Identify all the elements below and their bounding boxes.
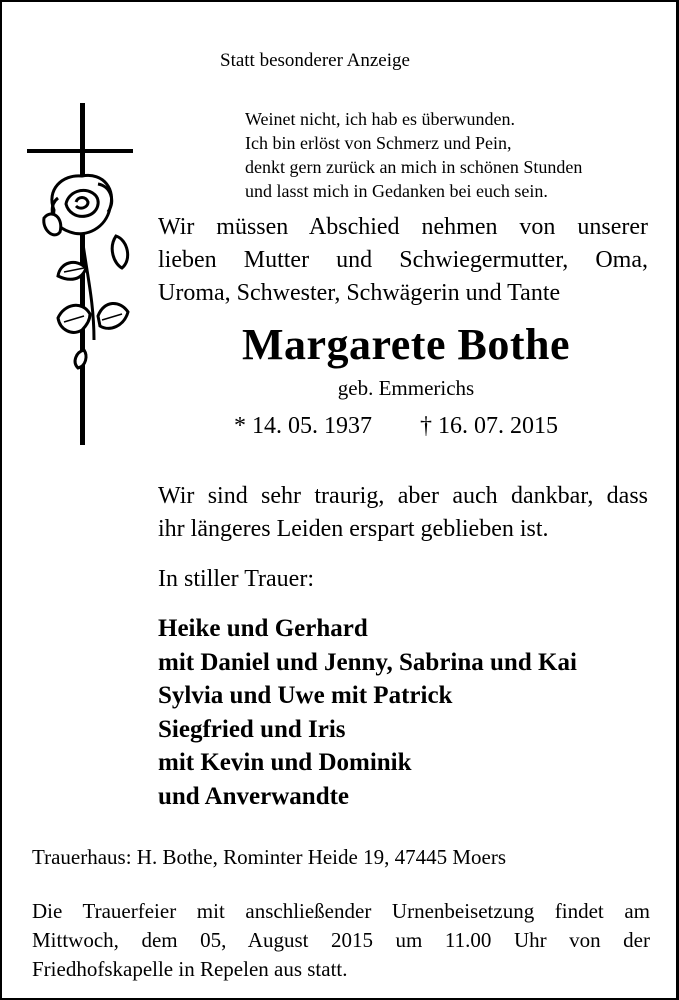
ceremony-line: Mittwoch, dem 05, August 2015 um 11.00 Uhr von der <box>32 928 650 952</box>
family-line: mit Kevin und Dominik <box>158 749 412 776</box>
poem-line: Weinet nicht, ich hab es überwunden. <box>245 109 515 129</box>
ceremony-line: Friedhofskapelle in Repelen aus statt. <box>32 957 348 981</box>
grief-line: Wir sind sehr traurig, aber auch dankbar, dass <box>158 483 648 509</box>
header-note: Statt besonderer Anzeige <box>220 50 410 71</box>
mourning-label: In stiller Trauer: <box>158 566 314 592</box>
family-list <box>158 612 577 813</box>
birth-date: * 14. 05. 1937 <box>234 413 372 439</box>
intro-line: Wir müssen Abschied nehmen von unserer <box>158 214 648 240</box>
grief-line: ihr längeres Leiden erspart geblieben ist. <box>158 516 549 542</box>
grief-text <box>158 480 648 546</box>
poem <box>245 107 582 203</box>
family-line: Siegfried und Iris <box>158 715 346 743</box>
family-line: und Anverwandte <box>158 782 350 810</box>
intro-line: lieben Mutter und Schwiegermutter, Oma, <box>158 247 648 273</box>
family-line: Sylvia und Uwe mit Patrick <box>158 682 453 709</box>
ceremony-text <box>32 897 650 984</box>
intro-text <box>158 211 648 310</box>
deceased-name: Margarete Bothe <box>241 320 570 369</box>
maiden-name: geb. Emmerichs <box>337 376 475 400</box>
ceremony-line: Die Trauerfeier mit anschließender Urnenbeisetzung findet am <box>32 899 650 923</box>
family-line: Heike und Gerhard <box>158 615 368 642</box>
poem-line: Ich bin erlöst von Schmerz und Pein, <box>245 133 512 153</box>
poem-line: und lasst mich in Gedanken bei euch sein. <box>245 181 548 201</box>
family-line: mit Daniel und Jenny, Sabrina und Kai <box>158 648 577 676</box>
mourning-house-address: Trauerhaus: H. Bothe, Rominter Heide 19, 47445 Moers <box>32 845 506 869</box>
intro-line: Uroma, Schwester, Schwägerin und Tante <box>158 280 561 306</box>
death-date: † 16. 07. 2015 <box>420 413 558 439</box>
poem-line: denkt gern zurück an mich in schönen Stunden <box>245 157 583 177</box>
